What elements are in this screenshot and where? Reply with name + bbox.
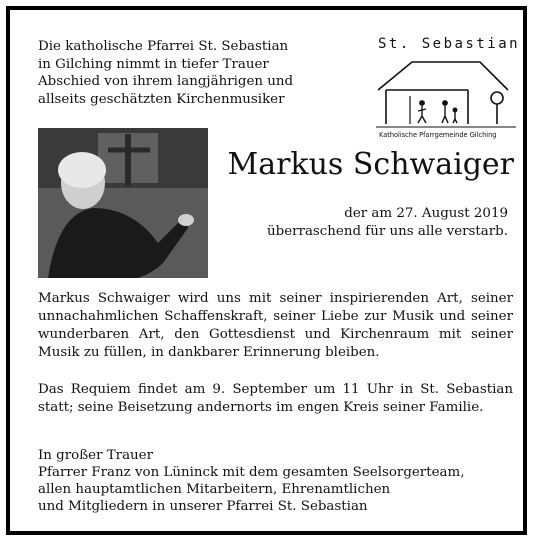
requiem-paragraph: Das Requiem findet am 9. September um 11 Uhr in St. Sebastian statt; seine Beisetzung andernorts im engen Kreis seiner Familie. — [38, 382, 513, 415]
death-line: überraschend für uns alle verstarb. — [267, 224, 508, 239]
tribute-paragraph: Markus Schwaiger wird uns mit seiner inspirierenden Art, seiner unnachahmlichen Schaffenskraft, seiner Liebe zur Musik und seiner wunderbaren Art, den Gottesdienst und Kirchenraum mit seiner Musik zu füllen, in dankbarer Erinnerung bleiben. — [38, 291, 513, 360]
logo-title: St. Sebastian — [378, 36, 520, 52]
intro-line: Die katholische Pfarrei St. Sebastian — [38, 39, 289, 54]
deceased-name: Markus Schwaiger — [227, 147, 514, 182]
intro-line: allseits geschätzten Kirchenmusiker — [38, 91, 285, 107]
closing-line: In großer Trauer — [38, 448, 153, 463]
closing-line: und Mitgliedern in unserer Pfarrei St. Sebastian — [38, 499, 368, 514]
church-roof-icon — [378, 62, 508, 90]
logo-subtitle: Katholische Pfarrgemeinde Gilching — [379, 131, 497, 139]
intro-line: in Gilching nimmt in tiefer Trauer — [38, 56, 269, 72]
closing-line: Pfarrer Franz von Lüninck mit dem gesamten Seelsorgerteam, — [38, 465, 465, 480]
portrait-photo — [38, 128, 208, 278]
tree-icon — [491, 92, 503, 104]
obituary-frame — [6, 6, 527, 535]
death-line: der am 27. August 2019 — [344, 206, 508, 221]
intro-line: Abschied von ihrem langjährigen und — [38, 74, 294, 89]
intro-text — [38, 38, 338, 108]
people-icon — [418, 101, 457, 123]
parish-logo — [370, 28, 520, 146]
death-notice — [218, 205, 508, 241]
closing-line: allen hauptamtlichen Mitarbeitern, Ehrenamtlichen — [38, 482, 391, 497]
closing-signature — [38, 447, 518, 515]
